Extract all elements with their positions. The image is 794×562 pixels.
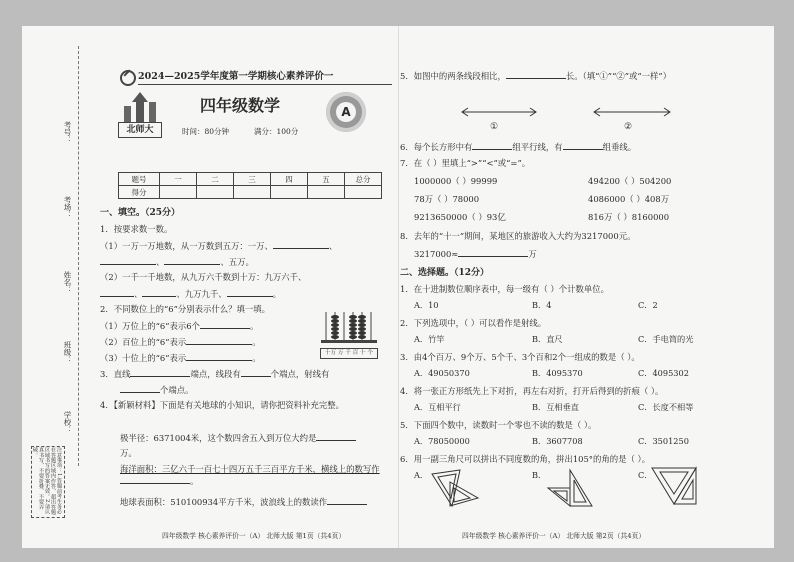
choice-q4-c[interactable]: C．长度不相等 <box>638 402 694 412</box>
q1b-line2 <box>100 288 281 300</box>
q4b <box>120 448 137 459</box>
q1b-text: （2）一千一千地数，从九万六千数到十万：九万六千、 <box>100 272 307 282</box>
q4e <box>120 496 367 508</box>
q1b-end: 。 <box>272 289 281 299</box>
q1a <box>100 240 337 252</box>
footer-right: 四年级数学 核心素养评价一（A） 北师大版 第2页（共4页） <box>462 532 646 540</box>
triangle-ruler-figure-c <box>648 466 700 508</box>
compare-2a[interactable]: 78万（ ）78000 <box>414 194 480 204</box>
score-table-row <box>119 186 382 199</box>
q1a-sep: 、 <box>328 241 338 251</box>
segment-label-1: ① <box>490 122 499 132</box>
q4e-text: 地球表面积：510100934平方千米，波浪线上的数读作 <box>120 497 328 507</box>
binding-line <box>78 46 79 466</box>
notice-box <box>31 446 65 518</box>
q2a-text: （1）万位上的“6”表示6个 <box>100 321 200 331</box>
series-title: 2024—2025学年度第一学期核心素养评价一 <box>138 71 334 82</box>
exam-sheet <box>22 26 774 548</box>
compare-3b[interactable]: 816万（ ）8160000 <box>588 212 670 222</box>
score-cell: 四 <box>271 173 308 186</box>
q8-answer-text: 3217000≈ <box>414 249 459 259</box>
q4a <box>120 432 356 444</box>
q6-text-b: 组平行线，有 <box>512 142 563 152</box>
q2b-end: 。 <box>252 337 261 347</box>
notice-text: 注意事项：1.答题前考生务必在答题区域内作答，超出答题区域书写的答案无效。2.请认真书写，不要折叠、不要弄破。 <box>32 447 62 515</box>
q6-text-c: 组垂线。 <box>602 142 637 152</box>
choice-q1-c[interactable]: C．2 <box>638 300 658 310</box>
binding-label-name: 姓名： <box>63 271 72 294</box>
score-input[interactable] <box>271 186 308 199</box>
score-input[interactable] <box>308 186 345 199</box>
q1b-mid: 、九万九千、 <box>176 289 227 299</box>
footer-left: 四年级数学 核心素养评价一（A） 北师大版 第1页（共4页） <box>162 532 346 540</box>
q5-text-b: 长。（填“①”“②”或“一样”） <box>565 71 672 81</box>
q4a-text: 极半径：6371004米，这个数四舍五入到万位大约是 <box>120 433 317 443</box>
q6 <box>400 141 636 153</box>
q2a <box>100 320 258 332</box>
abacus-figure <box>320 308 378 356</box>
q3 <box>100 368 329 380</box>
q8-unit: 万 <box>528 249 537 259</box>
q4c <box>120 464 390 487</box>
q1a-end: 、五万。 <box>220 257 254 267</box>
q4-title <box>100 400 390 411</box>
answer-blank[interactable] <box>100 288 134 297</box>
score-cell: 题号 <box>119 173 160 186</box>
q1b <box>100 272 306 283</box>
answer-blank[interactable] <box>227 288 273 297</box>
publisher-logo-icon <box>118 92 162 142</box>
q8-answer <box>414 248 537 260</box>
segment-figure <box>460 106 700 136</box>
answer-blank[interactable] <box>273 240 329 249</box>
choice-q6-b[interactable]: B． <box>532 470 547 480</box>
compare-3a[interactable]: 9213650000（ ）93亿 <box>414 212 506 222</box>
score-cell: 总分 <box>345 173 382 186</box>
q3-text-b: 端点，线段有 <box>190 369 241 379</box>
q5 <box>400 70 671 82</box>
answer-blank[interactable] <box>120 475 190 484</box>
choice-q5-c[interactable]: C．3501250 <box>638 436 689 446</box>
answer-blank[interactable] <box>327 496 367 505</box>
score-table-head <box>119 173 382 186</box>
score-input[interactable] <box>197 186 234 199</box>
answer-blank[interactable] <box>100 256 156 265</box>
answer-blank[interactable] <box>316 432 356 441</box>
q2b <box>100 336 261 348</box>
q1a-line2 <box>100 256 254 268</box>
choice-q5-a[interactable]: A．78050000 <box>414 436 470 446</box>
score-cell: 三 <box>234 173 271 186</box>
segment-label-2: ② <box>624 122 633 132</box>
answer-blank[interactable] <box>186 336 252 345</box>
q2b-text: （2）百位上的“6”表示 <box>100 337 187 347</box>
q2c-text: （3）十位上的“6”表示 <box>100 353 187 363</box>
version-badge <box>326 92 366 132</box>
triangle-ruler-figure-b <box>544 468 594 508</box>
choice-q2-c[interactable]: C．手电筒的光 <box>638 334 694 344</box>
q1b-sep: 、 <box>134 289 143 299</box>
answer-blank[interactable] <box>164 256 220 265</box>
q4c-text: 海洋面积：三亿六千一百七十四万五千三百平方千米，横线上的数写作 <box>120 464 380 474</box>
choice-q1-b[interactable]: B．4 <box>532 300 552 310</box>
choice-q5-b[interactable]: B．3607708 <box>532 436 583 446</box>
score-cell: 得分 <box>119 186 160 199</box>
choice-q2: 2．下列选项中，（ ）可以看作是射线。 <box>400 318 547 328</box>
compare-2b[interactable]: 4086000（ ）408万 <box>588 194 670 204</box>
choice-q4-a[interactable]: A．互相平行 <box>414 402 461 412</box>
answer-blank[interactable] <box>120 384 160 393</box>
publisher-label: 北师大 <box>118 122 162 138</box>
full-score: 满分：100分 <box>254 127 299 136</box>
header-rule <box>138 84 392 85</box>
answer-blank[interactable] <box>186 352 252 361</box>
choice-q4: 4．将一张正方形纸先上下对折，再左右对折，打开后得到的折痕（ ）。 <box>400 386 664 396</box>
subject-title: 四年级数学 <box>200 96 281 115</box>
choice-q3: 3．由4个百万、9个万、5个千、3个百和2个一组成的数是（ ）。 <box>400 352 640 362</box>
choice-q3-c[interactable]: C．4095302 <box>638 368 689 378</box>
fold-line <box>398 26 399 548</box>
choice-q6: 6．用一副三角尺可以拼出不同度数的角，拼出105°的角的是（ ）。 <box>400 454 651 464</box>
choice-q5: 5．下面四个数中，读数时一个零也不读的数是（ ）。 <box>400 420 597 430</box>
q3-line2 <box>120 384 194 396</box>
score-table <box>118 172 382 199</box>
score-input[interactable] <box>160 186 197 199</box>
binding-label-examno: 考号： <box>63 121 72 144</box>
answer-blank[interactable] <box>563 141 603 150</box>
abacus-label: 十万 万 千 百 十 个 <box>320 348 378 359</box>
choice-q6-a[interactable]: A． <box>414 470 429 480</box>
q1a-text: （1）一万一万地数，从一万数到五万：一万、 <box>100 241 273 251</box>
binding-label-class: 班级： <box>63 341 72 364</box>
q2-title: 2．不同数位上的“6”分别表示什么？填一填。 <box>100 304 270 314</box>
score-cell: 一 <box>160 173 197 186</box>
q3-text-c: 个端点，射线有 <box>270 369 330 379</box>
choice-q2-a[interactable]: A．竹竿 <box>414 334 445 344</box>
badge-letter: A <box>336 102 356 122</box>
choice-q3-b[interactable]: B．4095370 <box>532 368 583 378</box>
q5-text-a: 5．如图中的两条线段相比， <box>400 71 506 81</box>
q2c <box>100 352 261 364</box>
q2c-end: 。 <box>252 353 261 363</box>
q4-text: 4．【新颖材料】下面是有关地球的小知识，请你把资料补充完整。 <box>100 400 345 410</box>
exam-time: 时间：80分钟 <box>182 127 230 136</box>
score-input[interactable] <box>234 186 271 199</box>
score-cell: 二 <box>197 173 234 186</box>
compare-1a[interactable]: 1000000（ ）99999 <box>414 176 498 186</box>
answer-blank[interactable] <box>458 248 528 257</box>
q6-text-a: 6．每个长方形中有 <box>400 142 473 152</box>
binding-label-room: 考场： <box>63 196 72 219</box>
triangle-ruler-figure-a <box>430 468 480 508</box>
q8: 8．去年的“十一”期间，某地区的旅游收入大约为3217000元。 <box>400 231 636 241</box>
answer-blank[interactable] <box>142 288 176 297</box>
q4b-text: 万。 <box>120 448 137 458</box>
score-input[interactable] <box>345 186 382 199</box>
choice-q4-b[interactable]: B．互相垂直 <box>532 402 579 412</box>
q4c-end: 。 <box>190 476 199 486</box>
section2-title: 二、选择题。（12分） <box>400 268 490 278</box>
choice-q1: 1．在十进制数位顺序表中，每一级有（ ）个计数单位。 <box>400 284 609 294</box>
answer-blank[interactable] <box>130 368 190 377</box>
logo-icon <box>120 70 136 86</box>
q7-title: 7．在（ ）里填上“>”“<”或“=”。 <box>400 158 531 168</box>
q3-text-d: 个端点。 <box>160 385 194 395</box>
answer-blank[interactable] <box>506 70 566 79</box>
binding-label-school: 学校： <box>63 411 72 434</box>
answer-blank[interactable] <box>241 368 271 377</box>
q2a-end: 。 <box>249 321 259 331</box>
q1-title: 1．按要求数一数。 <box>100 224 173 234</box>
section1-title: 一、填空。（25分） <box>100 208 181 218</box>
compare-1b[interactable]: 494200（ ）504200 <box>588 176 672 186</box>
choice-q6-c[interactable]: C． <box>638 470 653 480</box>
choice-q3-a[interactable]: A．49050370 <box>414 368 470 378</box>
score-cell: 五 <box>308 173 345 186</box>
choice-q1-a[interactable]: A．10 <box>414 300 439 310</box>
choice-q2-b[interactable]: B．直尺 <box>532 334 563 344</box>
q1a-sep2: 、 <box>156 257 165 267</box>
answer-blank[interactable] <box>472 141 512 150</box>
answer-blank[interactable] <box>200 320 250 329</box>
q3-text-a: 3．直线 <box>100 369 131 379</box>
